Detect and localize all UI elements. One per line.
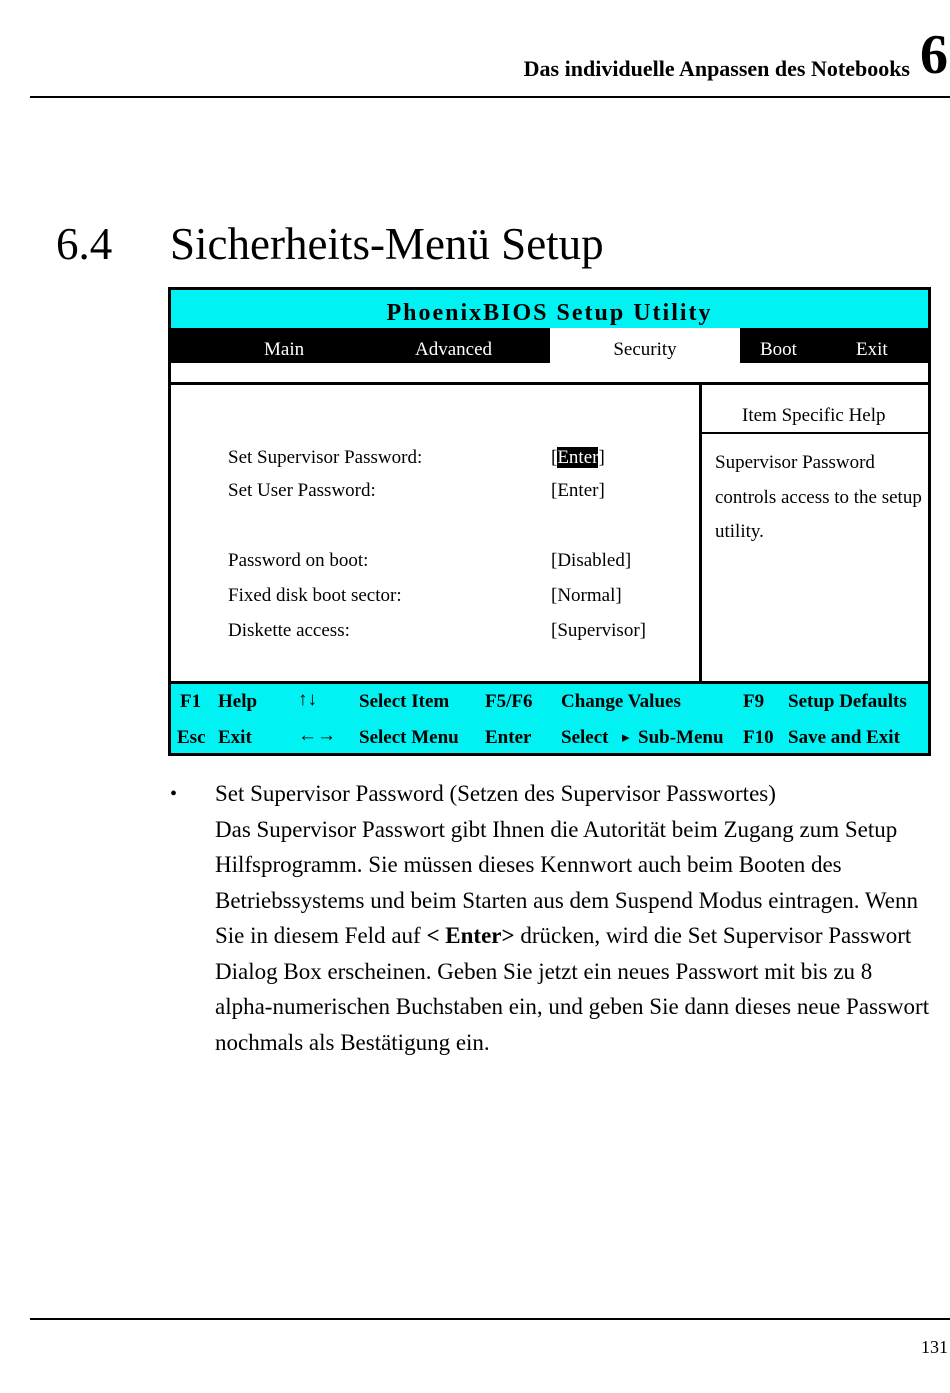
setting-label: Set User Password: <box>228 480 376 501</box>
divider <box>171 382 928 385</box>
selected-value[interactable]: Enter <box>557 447 599 468</box>
menu-main[interactable]: Main <box>264 339 305 360</box>
key-legend-bar <box>171 681 928 753</box>
bios-title: PhoenixBIOS Setup Utility <box>171 290 928 328</box>
help-divider <box>699 383 702 681</box>
key-f1: F1 <box>180 691 202 712</box>
page-header <box>30 20 950 98</box>
setting-value-supervisor-password[interactable] <box>551 447 605 469</box>
footer-divider <box>30 1318 950 1320</box>
setting-label: Set Supervisor Password: <box>228 447 423 468</box>
key-select-label: Select <box>561 727 609 748</box>
key-select-item-label: Select Item <box>359 691 450 712</box>
setting-label: Fixed disk boot sector: <box>228 585 402 606</box>
enter-key-text: < Enter> <box>426 923 515 948</box>
help-text: Supervisor Password controls access to the setup utility. <box>715 452 922 542</box>
menu-boot[interactable]: Boot <box>760 339 797 360</box>
key-select-menu-label: Select Menu <box>359 727 459 748</box>
key-f10: F10 <box>743 727 774 748</box>
section-title: Sicherheits-Menü Setup <box>170 219 604 269</box>
bracket-open: [ <box>551 447 558 468</box>
key-help-label: Help <box>218 691 258 712</box>
key-setup-defaults-label: Setup Defaults <box>788 691 907 712</box>
key-sub-menu-label: Sub-Menu <box>638 727 724 748</box>
setting-value-fixed-disk[interactable]: [Normal] <box>551 585 622 606</box>
key-f9: F9 <box>743 691 765 712</box>
key-enter: Enter <box>485 727 532 748</box>
setting-label: Password on boot: <box>228 550 369 571</box>
header-title: Das individuelle Anpassen des Notebooks <box>523 56 910 81</box>
bracket-close: ] <box>598 447 605 468</box>
menu-advanced[interactable]: Advanced <box>415 339 493 360</box>
menu-exit[interactable]: Exit <box>856 339 888 360</box>
key-f5f6: F5/F6 <box>485 691 533 712</box>
help-divider-line <box>702 432 928 434</box>
triangle-right-icon: ▸ <box>622 730 630 746</box>
up-down-arrow-icon: ↑↓ <box>298 689 317 710</box>
bullet-heading: Set Supervisor Password (Setzen des Supervisor Passwortes) <box>215 781 776 806</box>
key-exit-label: Exit <box>218 727 252 748</box>
page-number: 131 <box>921 1337 948 1357</box>
bullet-icon: • <box>170 783 178 805</box>
setting-value-user-password[interactable]: [Enter] <box>551 480 605 501</box>
bios-menubar <box>171 328 928 363</box>
section-number: 6.4 <box>56 219 113 269</box>
setting-value-diskette[interactable]: [Supervisor] <box>551 620 646 641</box>
menu-security[interactable]: Security <box>550 328 740 363</box>
paragraph-text <box>215 812 935 1061</box>
key-save-exit-label: Save and Exit <box>788 727 900 748</box>
chapter-number: 6 <box>920 24 948 86</box>
setting-value-password-on-boot[interactable]: [Disabled] <box>551 550 632 571</box>
setting-label: Diskette access: <box>228 620 350 641</box>
section-heading <box>56 214 604 274</box>
key-change-values-label: Change Values <box>561 691 681 712</box>
left-right-arrow-icon: ←→ <box>298 725 336 746</box>
bios-setup-screen <box>168 287 931 756</box>
text-part-a: Das Supervisor Passwort gibt Ihnen die Autorität beim Zugang zum Setup Hilfsprogramm. Sie müssen dieses Kennwort auch beim Booten des Betriebssystems und beim Starten aus dem Suspend Modus eintragen. Wenn Sie in diesem Feld auf <box>215 816 918 948</box>
help-title: Item Specific Help <box>742 405 886 426</box>
text-part-b: drücken, wird die Set Supervisor Passwort Dialog Box erscheinen. Geben Sie jetzt ein neues Passwort mit bis zu 8 alpha-numerischen Buchstaben ein, und geben Sie dann dieses neue Passwort nochmals als Bestätigung ein. <box>215 923 930 1055</box>
key-esc: Esc <box>177 727 206 748</box>
body-paragraph <box>215 776 935 1060</box>
